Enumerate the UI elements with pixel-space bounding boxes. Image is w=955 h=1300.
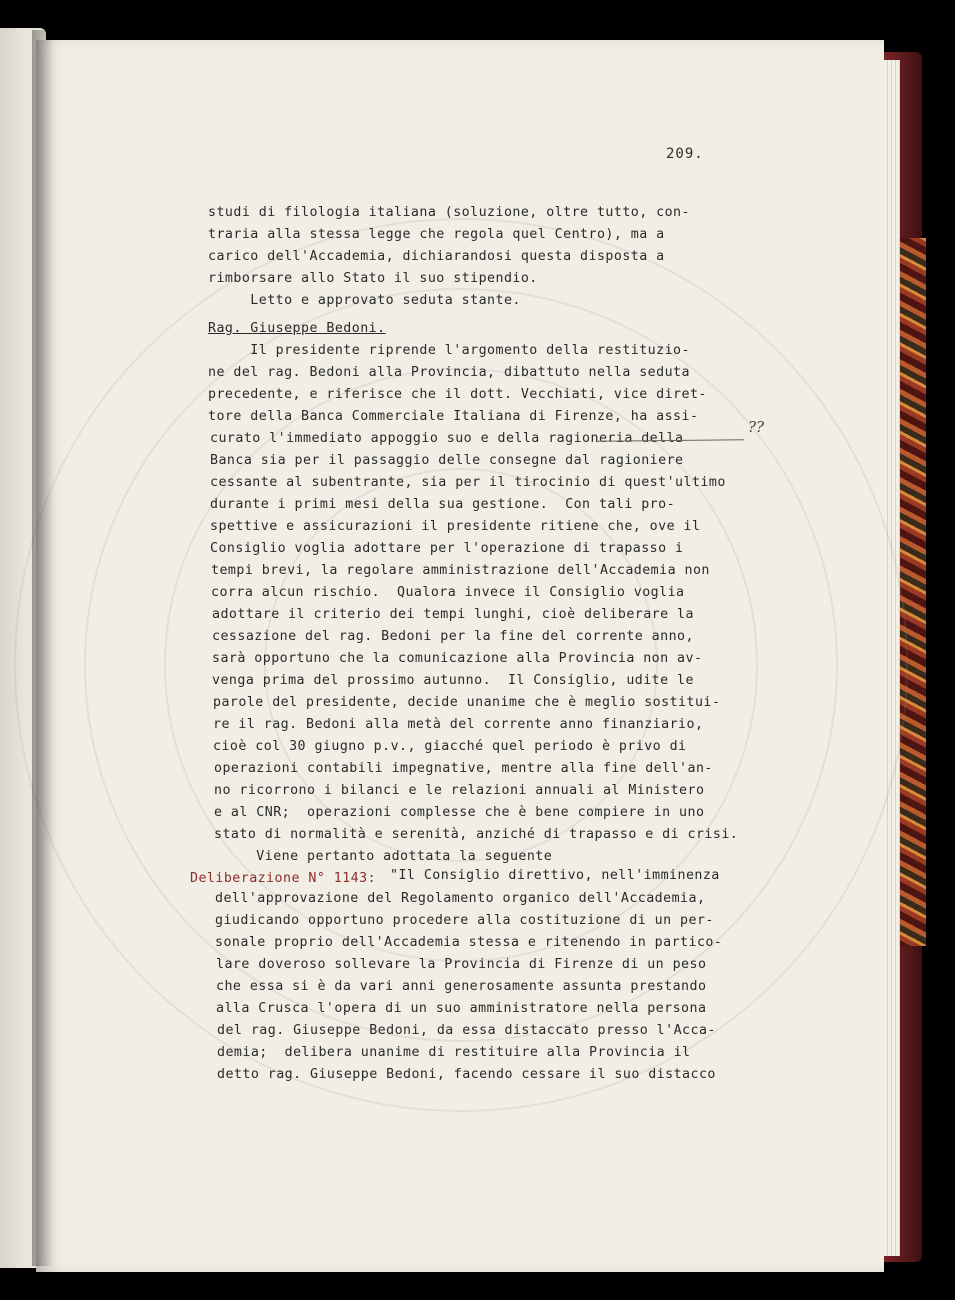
- text-line: stato di normalità e serenità, anziché di trapasso e di crisi.: [214, 827, 739, 842]
- text-line: Viene pertanto adottata la seguente: [214, 849, 553, 864]
- text-line: Banca sia per il passaggio delle consegne dal ragioniere: [210, 453, 684, 468]
- text-line: carico dell'Accademia, dichiarandosi questa disposta a: [208, 249, 665, 264]
- text-line: demia; delibera unanime di restituire alla Provincia il: [217, 1045, 691, 1060]
- text-line: re il rag. Bedoni alla metà del corrente anno finanziario,: [213, 717, 704, 732]
- deliberation-label: Deliberazione N° 1143:: [190, 871, 377, 886]
- spine-shadow: [32, 30, 54, 1266]
- text-line: Il presidente riprende l'argomento della restituzio-: [208, 343, 690, 358]
- text-line: dell'approvazione del Regolamento organico dell'Accademia,: [215, 891, 706, 906]
- text-line: adottare il criterio dei tempi lunghi, cioè deliberare la: [212, 607, 694, 622]
- text-line: lare doveroso sollevare la Provincia di Firenze di un peso: [216, 957, 707, 972]
- text-line: spettive e assicurazioni il presidente ritiene che, ove il: [210, 519, 701, 534]
- text-line: e al CNR; operazioni complesse che è bene compiere in uno: [214, 805, 705, 820]
- text-line: tempi brevi, la regolare amministrazione dell'Accademia non: [211, 563, 710, 578]
- text-line: studi di filologia italiana (soluzione, oltre tutto, con-: [208, 205, 690, 220]
- text-line: alla Crusca l'opera di un suo amministratore nella persona: [216, 1001, 707, 1016]
- text-line: giudicando opportuno procedere alla costituzione di un per-: [215, 913, 714, 928]
- text-line: tore della Banca Commerciale Italiana di Firenze, ha assi-: [208, 409, 699, 424]
- text-line: curato l'immediato appoggio suo e della ragioneria della: [210, 431, 684, 446]
- text-line: detto rag. Giuseppe Bedoni, facendo cessare il suo distacco: [217, 1067, 716, 1082]
- text-line: precedente, e riferisce che il dott. Vecchiati, vice diret-: [208, 387, 707, 402]
- text-line: cioè col 30 giugno p.v., giacché quel periodo è privo di: [213, 739, 687, 754]
- text-line: ne del rag. Bedoni alla Provincia, dibattuto nella seduta: [208, 365, 690, 380]
- text-line: cessante al subentrante, sia per il tirocinio di quest'ultimo: [210, 475, 726, 490]
- text-line: Letto e approvato seduta stante.: [208, 293, 521, 308]
- text-line: operazioni contabili impegnative, mentre alla fine dell'an-: [214, 761, 713, 776]
- page-number: 209.: [666, 146, 704, 162]
- handwritten-margin-note: ??: [748, 418, 765, 436]
- text-line: sarà opportuno che la comunicazione alla Provincia non av-: [212, 651, 703, 666]
- text-line: rimborsare allo Stato il suo stipendio.: [208, 271, 538, 286]
- text-line: cessazione del rag. Bedoni per la fine del corrente anno,: [212, 629, 694, 644]
- text-line: Consiglio voglia adottare per l'operazione di trapasso i: [210, 541, 684, 556]
- text-line: sonale proprio dell'Accademia stessa e ritenendo in partico-: [215, 935, 723, 950]
- text-line: traria alla stessa legge che regola quel Centro), ma a: [208, 227, 665, 242]
- section-heading: Rag. Giuseppe Bedoni.: [208, 321, 386, 336]
- text-line: del rag. Giuseppe Bedoni, da essa distaccato presso l'Acca-: [217, 1023, 716, 1038]
- text-line: no ricorrono i bilanci e le relazioni annuali al Ministero: [214, 783, 705, 798]
- text-line: che essa si è da vari anni generosamente assunta prestando: [216, 979, 707, 994]
- text-line: venga prima del prossimo autunno. Il Consiglio, udite le: [212, 673, 694, 688]
- text-line: "Il Consiglio direttivo, nell'imminenza: [390, 868, 720, 883]
- text-line: corra alcun rischio. Qualora invece il Consiglio voglia: [211, 585, 685, 600]
- text-line: durante i primi mesi della sua gestione. Con tali pro-: [210, 497, 676, 512]
- text-line: parole del presidente, decide unanime che è meglio sostitui-: [213, 695, 721, 710]
